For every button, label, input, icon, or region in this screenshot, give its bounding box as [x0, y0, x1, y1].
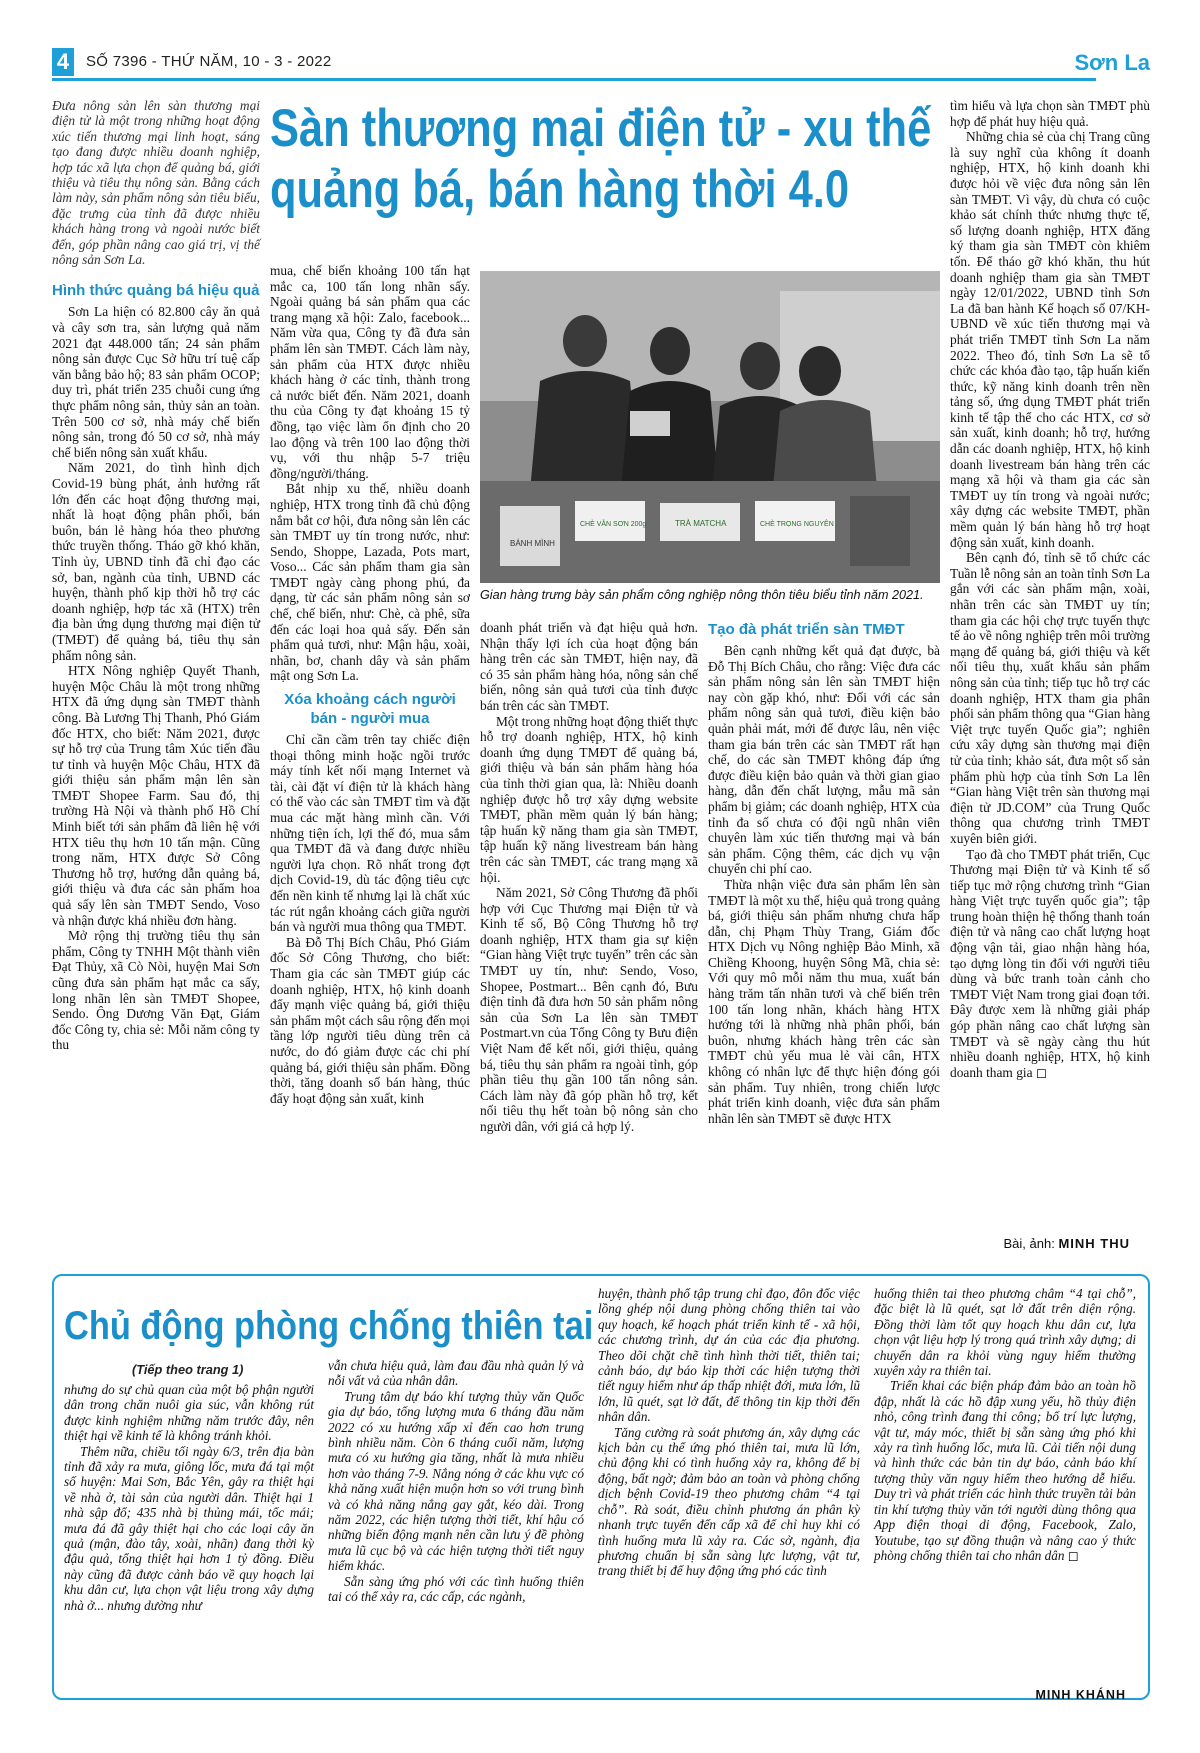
page-number: 4 [52, 48, 74, 76]
article2-byline: MINH KHÁNH [1035, 1688, 1126, 1702]
article2-column-1 [64, 1382, 314, 1613]
paragraph: huyện, thành phố tập trung chỉ đạo, đôn đốc việc lồng ghép nội dung phòng chống thiên tai vào quy hoạch, kế hoạch phát triển kinh tế - xã hội, các chương trình, dự án của các địa phương. Theo dõi chặt chẽ tình hình thời tiết, thiên tai; cảnh báo, dự báo kịp thời các hiện tượng thời tiết nguy hiểm như áp thấp nhiệt đới, mưa lớn, lũ lớn, lũ quét, sạt lở đất, để thông tin kịp thời đến nhân dân. [598, 1286, 860, 1425]
paragraph: huống thiên tai theo phương châm “4 tại chỗ”, đặc biệt là lũ quét, sạt lở đất trên diện rộng. Đồng thời làm tốt quy hoạch khu dân cư, lựa chọn vật liệu hợp lý trong quá trình xây dựng; di chuyển dân ra khỏi vùng nguy hiểm thường xuyên xảy ra thiên tai. [874, 1286, 1136, 1379]
article-sapo: Đưa nông sản lên sàn thương mại điện tử là một trong những hoạt động xúc tiến thương mại linh hoạt, sáng tạo đang được nhiều doanh nghiệp, hợp tác xã lựa chọn để quảng bá, giới thiệu và tiêu thụ nông sản. Bằng cách làm này, sản phẩm nông sản tiêu biểu, đặc trưng của tỉnh đã được nhiều khách hàng trong và ngoài nước biết đến, góp phần nâng cao giá trị, vị thế nông sản Sơn La. [52, 98, 260, 268]
paragraph: nhưng do sự chủ quan của một bộ phận người dân trong chăn nuôi gia súc, vẫn không rút được kinh nghiệm những năm trước đây, nên thiệt hại về kinh tế là không tránh khỏi. [64, 1382, 314, 1444]
byline-author: MINH THU [1058, 1236, 1130, 1251]
article-column-1 [52, 98, 260, 1053]
paragraph: doanh phát triển và đạt hiệu quả hơn. Nhận thấy lợi ích của hoạt động bán hàng trên các sàn TMĐT, hiện nay, đã có 35 sản phẩm hàng hóa, nông sản chế biến, nông sản quả tươi của tỉnh được bán trên các sàn TMĐT. [480, 620, 698, 713]
article-column-4 [708, 620, 940, 1126]
article-photo [480, 271, 940, 583]
paragraph: Sơn La hiện có 82.800 cây ăn quả và cây sơn tra, sản lượng quả năm 2021 đạt 448.000 tấn; 24 sản phẩm nông sản được Cục Sở hữu trí tuệ cấp văn bằng bảo hộ; 83 sản phẩm OCOP; duy trì, phát triển 235 chuỗi cung ứng thực phẩm nông sản, thủy sản an toàn. Trên 500 cơ sở, nhà máy chế biến nông sản, trong đó 50 cơ sở, nhà máy chế biến nông sản xuất khẩu. [52, 304, 260, 460]
paragraph: HTX Nông nghiệp Quyết Thanh, huyện Mộc Châu là một trong những HTX đã ứng dụng sàn TMĐT thành công. Bà Lương Thị Thanh, Phó Giám đốc HTX, cho biết: Năm 2021, được sự hỗ trợ của Trung tâm Xúc tiến đầu tư tỉnh và huyện Mộc Châu, HTX đã giới thiệu sản phẩm mận lên sàn TMĐT Shopee Farm. Sau đó, thị trường Hà Nội và thành phố Hồ Chí Minh biết tới sản phẩm đã liên hệ với HTX tiêu thụ hơn 10 tấn mận. Cũng trong năm, HTX được Sở Công Thương hỗ trợ, hướng dẫn quảng bá, giới thiệu và đưa các sản phẩm hoa quả sấy lên sàn TMĐT Sendo, Voso và nhận được khá nhiều đơn hàng. [52, 663, 260, 928]
article2-headline: Chủ động phòng chống thiên tai [64, 1304, 594, 1348]
paragraph: Sẵn sàng ứng phó với các tình huống thiên tai có thể xảy ra, các cấp, các ngành, [328, 1573, 584, 1605]
paragraph: Tăng cường rà soát phương án, xây dựng các kịch bản cụ thể ứng phó thiên tai, mưa lũ lớn, chủ động khi có tình huống xảy ra, không để bị động, bất ngờ; đảm bảo an toàn và phòng chống dịch bệnh Covid-19 theo phương châm “4 tại chỗ”. Rà soát, điều chỉnh phương án phân kỳ nhanh trực tuyến đến cấp xã để chỉ huy khi có tình huống mưa lũ xảy ra. Các sở, ngành, địa phương chuẩn bị sẵn sàng lực lượng, vật tư, trang thiết bị để huy động ứng phó các tình [598, 1424, 860, 1579]
photo-label-3: TRÀ MATCHA [675, 519, 727, 528]
paragraph: Bên cạnh những kết quả đạt được, bà Đỗ Thị Bích Châu, cho rằng: Việc đưa các sản phẩm nông sản lên sàn TMĐT hiện nay còn gặp khó, như: Đối với các sản phẩm nông sản quả tươi, điều kiện bảo quản phải mát, mới để được lâu, nên việc tham gia bán trên các sàn TMĐT rất hạn chế, do các sàn TMĐT không đáp ứng được điều kiện bảo quản và thời gian giao hàng, dẫn đến chất lượng, mẫu mã sản phẩm bị giảm; các doanh nghiệp, HTX của tỉnh đa số chưa có đội ngũ nhân viên chuyên làm xúc tiến thương mại và bán sản phẩm. Cộng thêm, các dịch vụ vận chuyển chi phí cao. [708, 643, 940, 877]
photo-label-4: CHÈ TRỌNG NGUYÊN [760, 521, 834, 528]
paragraph: mua, chế biến khoảng 100 tấn hạt mắc ca, 100 tấn long nhãn sấy. Ngoài quảng bá sản phẩm qua các trang mạng xã hội: Zalo, facebook... Năm vừa qua, Công ty đã đưa sản phẩm lên sàn TMĐT. Cách làm này, sản phẩm của HTX được nhiều khách hàng ở các tỉnh, thành trong cả nước biết đến. Năm 2021, doanh thu của Công ty đạt khoảng 15 tỷ đồng, tạo việc làm ổn định cho 20 lao động và trên 100 lao động thời vụ, với thu nhập 5-7 triệu đồng/người/tháng. [270, 263, 470, 481]
paragraph: vẫn chưa hiệu quả, làm đau đầu nhà quản lý và nỗi vất vả của nhân dân. [328, 1358, 584, 1389]
paragraph: Chỉ cần cầm trên tay chiếc điện thoại thông minh hoặc ngồi trước máy tính kết nối mạng Internet và tài, cài đặt ví điện tử là khách hàng có thể vào các sàn TMĐT tìm và đặt mua các mặt hàng mình cần. Với những tiện ích, lợi thế đó, mua sắm qua TMĐT đã và đang được nhiều người lựa chọn. Rõ nhất trong đợt dịch Covid-19, dù tác động tiêu cực đến nền kinh tế nhưng lại là chất xúc tác rút ngắn khoảng cách giữa người bán và người mua thông qua TMĐT. [270, 732, 470, 935]
subhead-3: Tạo đà phát triển sàn TMĐT [708, 621, 905, 638]
paragraph: Thừa nhận việc đưa sản phẩm lên sàn TMĐT là một xu thế, hiệu quả trong quảng bá, giới thiệu sản phẩm nhưng chưa hấp dẫn, chị Phạm Thùy Trang, Giám đốc HTX Dịch vụ Nông nghiệp Bảo Minh, xã Chiềng Khoong, huyện Sông Mã, chia sẻ: Với quy mô mỗi năm thu mua, xuất bán hàng trăm tấn nhãn tươi và chế biến trên 100 tấn long nhãn, khách hàng HTX hướng tới là những nhà phân phối, bán buôn, nhưng khách hàng trên các sàn TMĐT chủ yếu mua lẻ vài cân, HTX không có nhân lực để thực hiện đóng gói sản phẩm. Tuy nhiên, trong chiến lược phát triển kinh doanh, việc đưa sản phẩm nhãn lên sàn TMĐT sẽ được HTX [708, 876, 940, 1126]
photo-caption: Gian hàng trưng bày sản phẩm công nghiệp nông thôn tiêu biểu tỉnh năm 2021. [480, 588, 924, 602]
subhead-1: Hình thức quảng bá hiệu quả [52, 282, 260, 300]
paragraph: Trung tâm dự báo khí tượng thủy văn Quốc gia dự báo, tổng lượng mưa 6 tháng đầu năm 2022 có xu hướng xấp xỉ đến cao hơn trung bình nhiều năm. Còn 6 tháng cuối năm, lượng mưa có xu hướng gia tăng, nhất là mưa nhiều hơn vào tháng 7-9. Nắng nóng ở các khu vực có khả năng xuất hiện muộn hơn so với trung bình và có khả năng nắng gay gắt, kéo dài. Trong năm 2022, các hiện tượng thời tiết, khí hậu có những biến động mạnh nên cần lưu ý đề phòng mưa lũ cục bộ và các hiện tượng thời tiết nguy hiểm khác. [328, 1388, 584, 1574]
section-title: Sơn La [1074, 50, 1150, 75]
article-column-2 [270, 263, 470, 1106]
subhead-2: Xóa khoảng cách người bán - người mua [284, 691, 456, 728]
continued-note: (Tiếp theo trang 1) [132, 1362, 244, 1377]
headline-line-1: Sàn thương mại điện tử - xu thế [270, 99, 932, 158]
article-column-5 [950, 98, 1150, 1080]
article2-column-4 [874, 1286, 1136, 1563]
paragraph: Năm 2021, Sở Công Thương đã phối hợp với Cục Thương mại Điện tử và Kinh tế số, Bộ Công Thương hỗ trợ doanh nghiệp, HTX tham gia sự kiện “Gian hàng Việt trực tuyến” trên các sàn TMĐT uy tín, như: Sendo, Voso, Shopee, Postmart... Bên cạnh đó, Bưu điện tỉnh đã đưa hơn 50 sản phẩm nông sản của Sơn La lên sàn TMĐT Postmart.vn của Tổng Công ty Bưu điện Việt Nam để kết nối, giới thiệu, quảng bá, tiêu thụ sản phẩm ra ngoài tỉnh, góp phần tiêu thụ gần 100 tấn nông sản. Cách làm này đã góp phần hỗ trợ, kết nối tiêu thụ hết toàn bộ nông sản cho người dân, với giá cả hợp lý. [480, 885, 698, 1134]
header-rule [52, 78, 1096, 81]
photo-label-1: BÁNH MÌNH [510, 539, 555, 548]
paragraph: Năm 2021, do tình hình dịch Covid-19 bùng phát, ảnh hưởng rất lớn đến các hoạt động thương mại, nhất là hoạt động phân phối, bán buôn, bán lẻ hàng hóa theo phương thức truyền thống. Tháo gỡ khó khăn, Tỉnh ủy, UBND tỉnh đã chỉ đạo các sở, ban, ngành của tỉnh, UBND các huyện, thành phố kịp thời hỗ trợ các doanh nghiệp, hợp tác xã (HTX) trên địa bàn ứng dụng thương mại điện tử (TMĐT) để quảng bá, tiêu thụ sản phẩm nông sản. [52, 460, 260, 663]
paragraph: Triển khai các biện pháp đảm bảo an toàn hồ đập, nhất là các hồ đập xung yếu, hồ thủy điện nhỏ, công trình đang thi công; bố trí lực lượng, vật tư, máy móc, thiết bị sẵn sàng ứng phó khi xảy ra tình huống lốc, mưa lũ. Cải tiến nội dung và hình thức các bản tin dự báo, cảnh báo khí tượng thủy văn nguy hiểm theo hướng dễ hiểu. Duy trì và phát triển các hình thức truyền tải bản tin khí tượng thủy văn tới người dùng thông qua App điện thoại di động, Facebook, Zalo, Youtube, tạo sự đồng thuận và nâng cao ý thức phòng chống thiên tai cho nhân dân ◻ [874, 1378, 1136, 1563]
headline-line-2: quảng bá, bán hàng thời 4.0 [270, 160, 850, 219]
byline-prefix: Bài, ảnh: [1003, 1236, 1055, 1251]
photo-label-2: CHÈ VẰN SƠN 200g [580, 521, 647, 528]
issue-info: SỐ 7396 - THỨ NĂM, 10 - 3 - 2022 [86, 53, 332, 70]
paragraph: Thêm nữa, chiều tối ngày 6/3, trên địa bàn tỉnh đã xảy ra mưa, giông lốc, mưa đá tại một số huyện: Mai Sơn, Bắc Yên, gây ra thiệt hại về nhà ở, tài sản của người dân. Thiệt hại 1 nhà sập đổ; 435 nhà bị thủng mái, tốc mái; mưa đá đã gây thiệt hại cho các loại cây ăn quả (mận, đào tây, xoài, nhãn) đang thời kỳ đậu quả, tổng thiệt hại hơn 1 tỷ đồng. Điều này cũng đã được cảnh báo về quy hoạch lại khu dân cư, lựa chọn vật liệu trong xây dựng nhà ở... nhưng dường như [64, 1443, 314, 1613]
paragraph: Bên cạnh đó, tỉnh sẽ tổ chức các Tuần lễ nông sản an toàn tỉnh Sơn La gắn với các sàn phẩm mận, xoài, nhãn trên các sàn TMĐT uy tín; tham gia các hội chợ trực tuyến thực tế ảo về nông nghiệp trên môi trường mạng để quảng bá, giới thiệu và kết nối tiêu thụ, xuất khẩu sản phẩm nông sản của tỉnh; tiếp tục hỗ trợ các doanh nghiệp, HTX tham gia phân phối sản phẩm thông qua “Gian hàng Việt trực tuyến Quốc gia”; nghiên cứu xây dựng sàn thương mại điện tử của tỉnh; khảo sát, đưa một số sản phẩm phù hợp của tỉnh Sơn La lên “Gian hàng Việt trên sàn thương mại điện tử JD.COM” của Trung Quốc thông qua chương trình TMĐT xuyên biên giới. [950, 550, 1150, 846]
paragraph: Bà Đỗ Thị Bích Châu, Phó Giám đốc Sở Công Thương, cho biết: Tham gia các sàn TMĐT giúp các doanh nghiệp, HTX, hộ kinh doanh đẩy mạnh việc quảng bá, giới thiệu sản phẩm một cách sâu rộng đến mọi tầng lớp người tiêu dùng trên cả nước, do đó giảm được các chi phí quảng bá, giới thiệu sản phẩm. Đồng thời, tăng doanh số bán hàng, thúc đẩy hoạt động sản xuất, kinh [270, 934, 470, 1106]
article-headline [270, 98, 932, 220]
article-byline [1004, 1236, 1131, 1251]
paragraph: tìm hiểu và lựa chọn sàn TMĐT phù hợp để phát huy hiệu quả. [950, 98, 1150, 129]
article2-column-3 [598, 1286, 860, 1579]
paragraph: Một trong những hoạt động thiết thực hỗ trợ doanh nghiệp, HTX, hộ kinh doanh ứng dụng TMĐT để quảng bá, giới thiệu và bán sản phẩm hàng hóa của tỉnh thời gian qua, là: Nhiều doanh nghiệp được hỗ trợ xây dựng website TMĐT, phần mềm quản lý bán hàng; tập huấn kỹ năng tham gia sàn TMĐT, tập huấn kỹ năng livestream bán hàng trên các sàn TMĐT, các trang mạng xã hội. [480, 713, 698, 885]
page-header [52, 48, 1150, 82]
paragraph: Tạo đà cho TMĐT phát triển, Cục Thương mại Điện tử và Kinh tế số tiếp tục mở rộng chương trình “Gian hàng Việt trực tuyến quốc gia”; tập trung hoàn thiện hệ thống thanh toán điện tử và nâng cao chất lượng hoạt động vận tải, giao nhận hàng hóa, tạo dựng lòng tin đối với người tiêu dùng và bức tranh toàn cảnh cho TMĐT Việt Nam trong giai đoạn tới. Đây được xem là những giải pháp góp phần nâng cao chất lượng sàn TMĐT và sẽ ngày càng thu hút nhiều doanh nghiệp, HTX, hộ kinh doanh tham gia ◻ [950, 846, 1150, 1080]
article2-column-2 [328, 1358, 584, 1605]
paragraph: Bắt nhịp xu thế, nhiều doanh nghiệp, HTX trong tỉnh đã chủ động nắm bắt cơ hội, đưa nông sản lên các sàn TMĐT uy tín trong nước, như: Sendo, Shoppe, Lazada, Pots mart, Voso... Các sản phẩm tham gia sàn TMĐT ngày càng phong phú, đa dạng, từ các sản phẩm nông sản sơ chế, chế biến, như: Chè, cà phê, sữa đến các loại hoa quả sấy. Đến sản phẩm quả tươi, như: Mận hậu, xoài, nhãn, bơ, chanh dây và sản phẩm mật ong Sơn La. [270, 481, 470, 684]
paragraph: Mở rộng thị trường tiêu thụ sản phẩm, Công ty TNHH Một thành viên Đạt Thủy, xã Cò Nòi, huyện Mai Sơn cũng đưa sản phẩm hạt mắc ca sấy, long nhãn lên sàn TMĐT Shopee, Sendo. Ông Dương Văn Đạt, Giám đốc Công ty, chia sẻ: Mỗi năm công ty thu [52, 928, 260, 1053]
paragraph: Những chia sẻ của chị Trang cũng là suy nghĩ của không ít doanh nghiệp, HTX, hộ kinh doanh khi được hỏi về việc đưa nông sản lên sàn TMĐT. Vì vậy, dù chưa có cuộc khảo sát chính thức nhưng thực tế, số lượng doanh nghiệp, HTX đăng ký tham gia sàn TMĐT còn khiêm tốn. Để tháo gỡ khó khăn, thu hút doanh nghiệp tham gia sàn TMĐT ngày 12/01/2022, UBND tỉnh Sơn La đã ban hành Kế hoạch số 07/KH-UBND về xúc tiến thương mại và phát triển TMĐT tỉnh Sơn La năm 2022. Theo đó, tỉnh Sơn La sẽ tổ chức các khóa đào tạo, tập huấn kiến thức, kỹ năng kinh doanh trên nền tảng số, ứng dụng TMĐT phát triển kinh tế tập thể cho các HTX, cơ sở sản xuất, kinh doanh; hỗ trợ, hướng dẫn các doanh nghiệp, HTX, hộ kinh doanh livestream bán hàng trên các mạng xã hội và tham gia các sàn TMĐT uy tín trong và ngoài nước; xây dựng các website TMĐT, phần mềm quản lý bán hàng hỗ trợ hoạt động sản xuất, kinh doanh. [950, 129, 1150, 550]
article-column-3 [480, 620, 698, 1135]
